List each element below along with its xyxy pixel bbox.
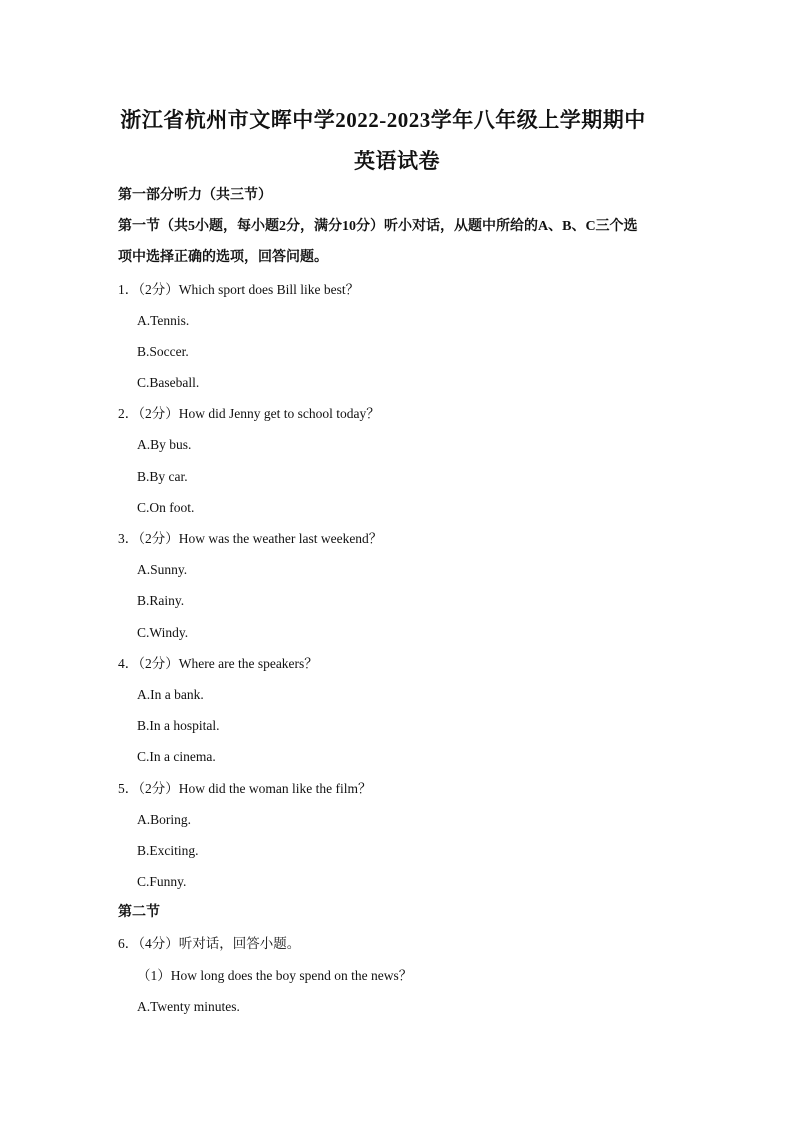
question-6-sub1-option-a: A.Twenty minutes.	[137, 999, 240, 1014]
question-5-option-a: A.Boring.	[137, 812, 191, 827]
question-2-option-b: B.By car.	[137, 469, 188, 484]
question-2-option-a: A.By bus.	[137, 437, 192, 452]
question-3-option-c: C.Windy.	[137, 625, 189, 640]
question-1-option-b: B.Soccer.	[137, 344, 189, 359]
question-1-stem: 1．（2分）Which sport does Bill like best？	[118, 282, 360, 297]
question-2-stem: 2．（2分）How did Jenny get to school today？	[118, 406, 380, 421]
question-6-stem: 6．（4分）听对话，回答小题。	[118, 936, 301, 951]
question-3-option-b: B.Rainy.	[137, 593, 185, 608]
part1-heading: 第一部分听力（共三节）	[118, 188, 272, 203]
question-2-option-c: C.On foot.	[137, 500, 195, 515]
section1-instruction-line2: 项中选择正确的选项，回答问题。	[118, 250, 328, 265]
section2-heading: 第二节	[118, 905, 160, 920]
question-1-option-c: C.Baseball.	[137, 375, 200, 390]
question-3-option-a: A.Sunny.	[137, 562, 188, 577]
question-5-stem: 5．（2分）How did the woman like the film？	[118, 781, 372, 796]
exam-title-line1: 浙江省杭州市文晖中学2022-2023学年八年级上学期期中	[120, 108, 646, 132]
exam-title-line2: 英语试卷	[354, 149, 440, 173]
question-6-sub1-stem: （1）How long does the boy spend on the news？	[137, 968, 413, 983]
question-4-option-c: C.In a cinema.	[137, 749, 216, 764]
question-5-option-b: B.Exciting.	[137, 843, 199, 858]
question-4-option-b: B.In a hospital.	[137, 718, 220, 733]
section1-instruction-line1: 第一节（共5小题，每小题2分，满分10分）听小对话，从题中所给的A、B、C三个选	[118, 219, 638, 234]
question-4-option-a: A.In a bank.	[137, 687, 204, 702]
question-3-stem: 3．（2分）How was the weather last weekend？	[118, 531, 383, 546]
question-5-option-c: C.Funny.	[137, 874, 187, 889]
question-1-option-a: A.Tennis.	[137, 313, 190, 328]
question-4-stem: 4．（2分）Where are the speakers？	[118, 656, 318, 671]
